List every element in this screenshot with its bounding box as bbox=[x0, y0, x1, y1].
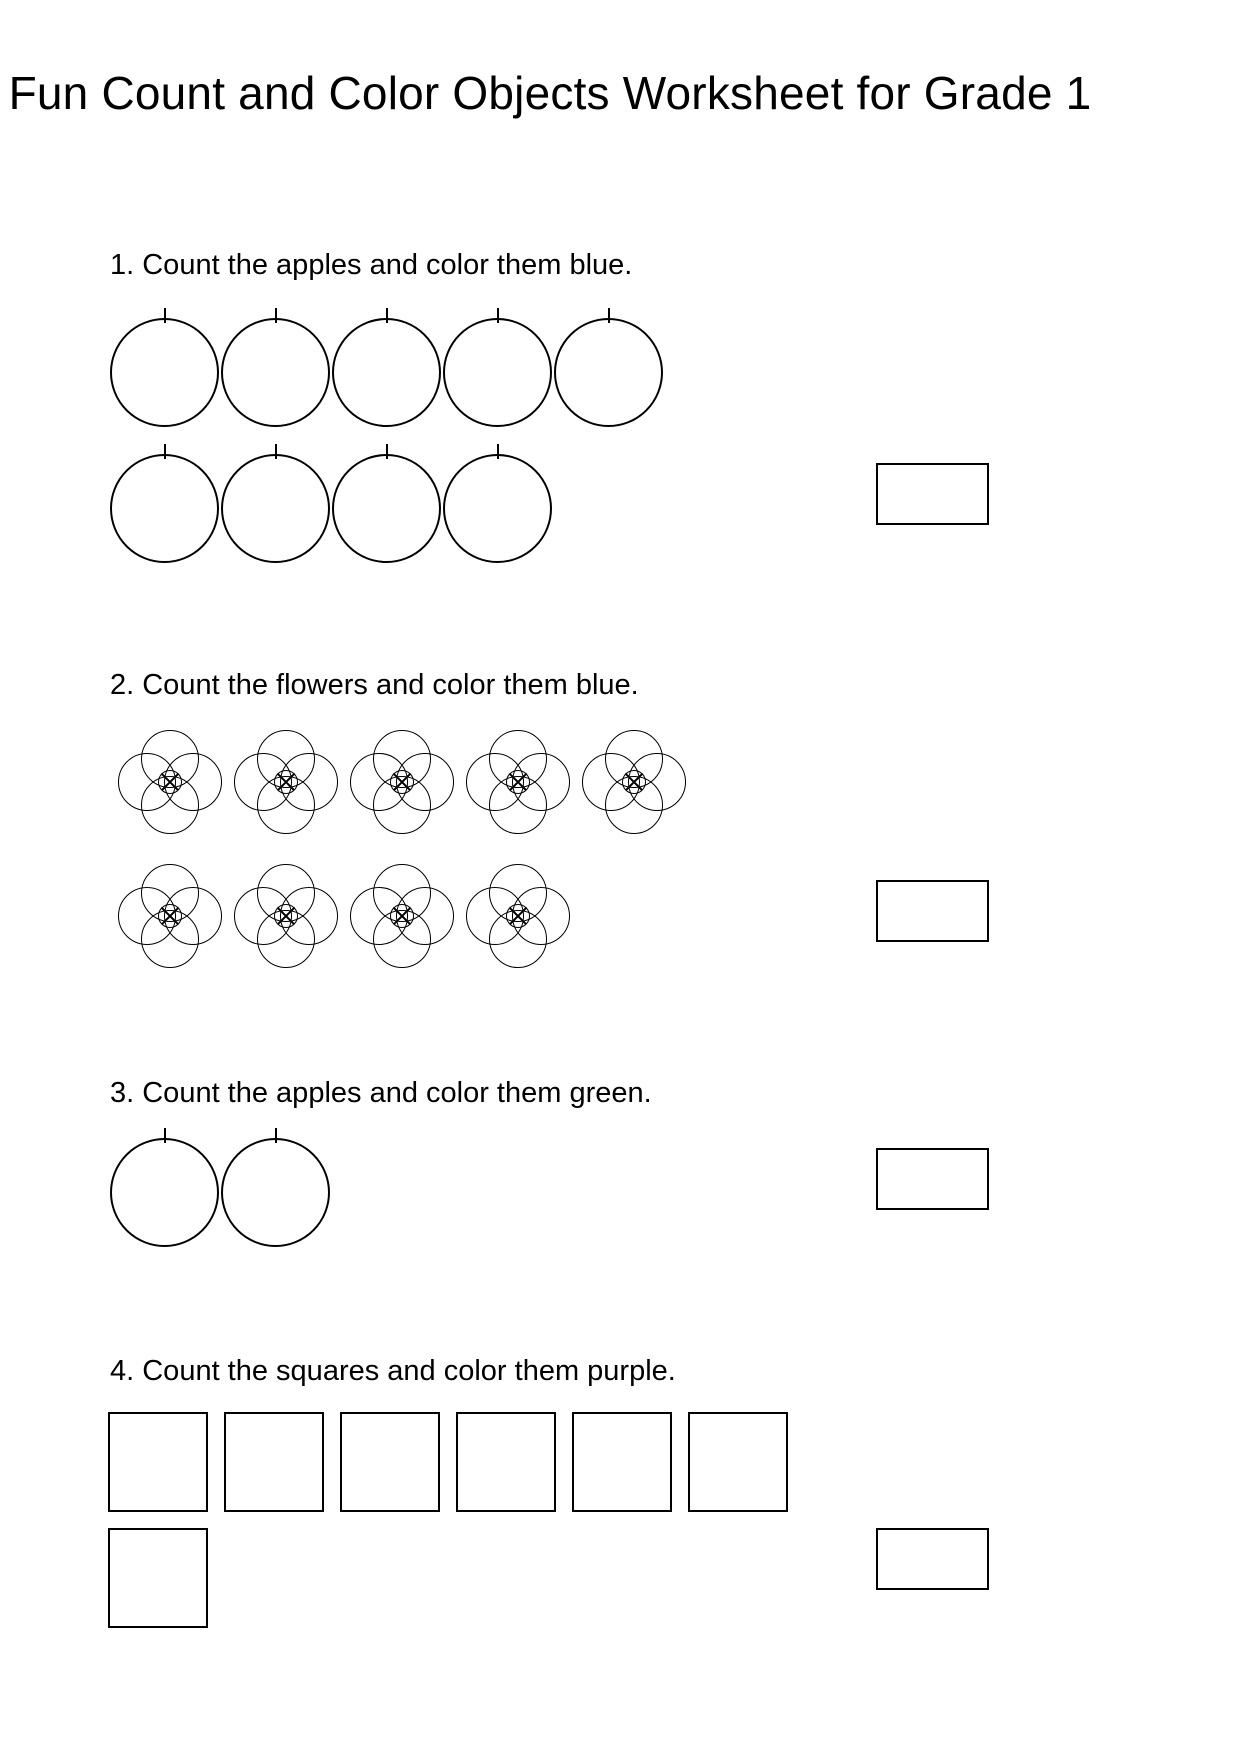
apple-shape bbox=[443, 308, 556, 421]
flower-shape bbox=[350, 730, 454, 834]
square-shape bbox=[340, 1412, 440, 1512]
square-shape bbox=[572, 1412, 672, 1512]
apple-shape bbox=[221, 444, 334, 557]
apple-body-icon bbox=[110, 454, 219, 563]
square-shape bbox=[224, 1412, 324, 1512]
question-4-objects-row-2 bbox=[108, 1528, 224, 1628]
apple-shape bbox=[110, 308, 223, 421]
question-4-answer-box[interactable] bbox=[876, 1528, 989, 1590]
flower-shape bbox=[234, 864, 338, 968]
flower-shape bbox=[466, 730, 570, 834]
apple-body-icon bbox=[110, 1138, 219, 1247]
question-3-objects-row-1 bbox=[110, 1128, 332, 1241]
square-shape bbox=[456, 1412, 556, 1512]
apple-shape bbox=[110, 1128, 223, 1241]
question-3-answer-box[interactable] bbox=[876, 1148, 989, 1210]
flower-shape bbox=[582, 730, 686, 834]
page-title: Fun Count and Color Objects Worksheet for Grade 1 bbox=[8, 67, 1092, 119]
question-2-prompt: 2. Count the flowers and color them blue. bbox=[110, 669, 639, 701]
square-shape bbox=[108, 1528, 208, 1628]
question-2-objects-row-1 bbox=[118, 730, 686, 834]
apple-body-icon bbox=[332, 318, 441, 427]
question-2-objects-row-2 bbox=[118, 864, 570, 968]
question-2-answer-box[interactable] bbox=[876, 880, 989, 942]
apple-shape bbox=[221, 1128, 334, 1241]
apple-body-icon bbox=[221, 454, 330, 563]
flower-shape bbox=[118, 730, 222, 834]
square-shape bbox=[688, 1412, 788, 1512]
apple-body-icon bbox=[332, 454, 441, 563]
apple-body-icon bbox=[110, 318, 219, 427]
flower-shape bbox=[466, 864, 570, 968]
apple-shape bbox=[332, 444, 445, 557]
flower-shape bbox=[350, 864, 454, 968]
apple-shape bbox=[554, 308, 667, 421]
question-4-objects-row-1 bbox=[108, 1412, 804, 1512]
apple-body-icon bbox=[443, 454, 552, 563]
flower-shape bbox=[234, 730, 338, 834]
apple-shape bbox=[332, 308, 445, 421]
square-shape bbox=[108, 1412, 208, 1512]
apple-body-icon bbox=[554, 318, 663, 427]
flower-shape bbox=[118, 864, 222, 968]
question-1-answer-box[interactable] bbox=[876, 463, 989, 525]
question-3-prompt: 3. Count the apples and color them green. bbox=[110, 1077, 652, 1109]
apple-shape bbox=[221, 308, 334, 421]
apple-body-icon bbox=[221, 1138, 330, 1247]
question-1-objects-row-2 bbox=[110, 444, 554, 557]
question-1-prompt: 1. Count the apples and color them blue. bbox=[110, 249, 633, 281]
apple-shape bbox=[110, 444, 223, 557]
apple-body-icon bbox=[443, 318, 552, 427]
question-4-prompt: 4. Count the squares and color them purple. bbox=[110, 1355, 676, 1387]
question-1-objects-row-1 bbox=[110, 308, 665, 421]
apple-body-icon bbox=[221, 318, 330, 427]
apple-shape bbox=[443, 444, 556, 557]
